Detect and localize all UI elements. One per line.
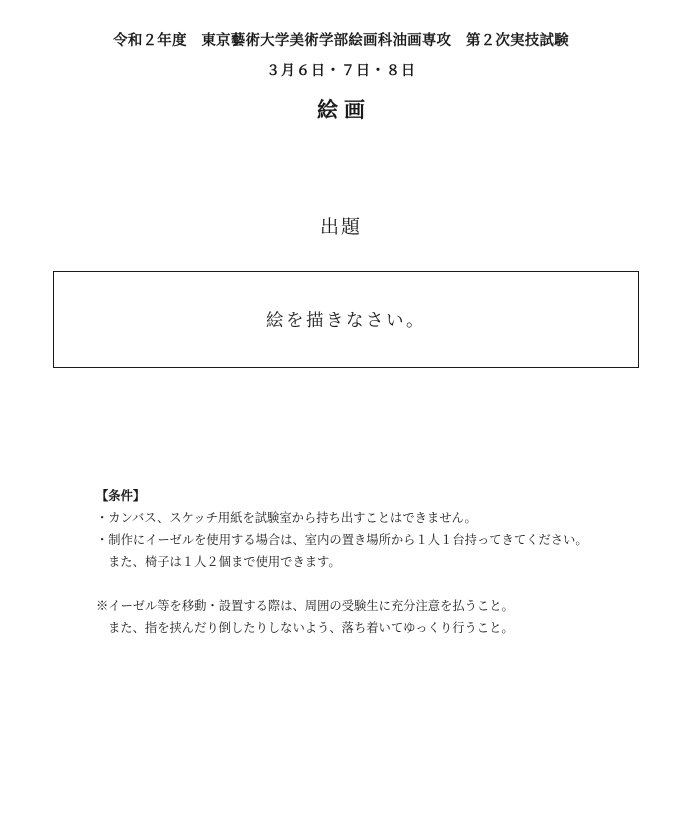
condition-item-chair: また、椅子は１人２個まで使用できます。 <box>108 555 341 569</box>
caution-note-continued: また、指を挟んだり倒したりしないよう、落ち着いてゆっくり行うこと。 <box>108 621 514 635</box>
condition-item-easel: ・制作にイーゼルを使用する場合は、室内の置き場所から１人１台持ってきてください。 <box>96 533 588 547</box>
question-box <box>53 271 639 368</box>
question-text: 絵を描きなさい。 <box>266 311 426 331</box>
caution-note: ※イーゼル等を移動・設置する際は、周囲の受験生に充分注意を払うこと。 <box>96 599 514 613</box>
exam-title: 令和２年度 東京藝術大学美術学部絵画科油画専攻 第２次実技試験 <box>113 32 569 49</box>
conditions-section <box>96 485 656 639</box>
condition-item-canvas: ・カンバス、スケッチ用紙を試験室から持ち出すことはできません。 <box>96 511 477 525</box>
conditions-title: 【条件】 <box>96 488 146 503</box>
exam-subject: 絵画 <box>317 97 371 122</box>
question-heading: 出題 <box>319 216 362 238</box>
exam-dates: ３月６日・７日・８日 <box>266 63 416 79</box>
spacer <box>96 573 656 595</box>
